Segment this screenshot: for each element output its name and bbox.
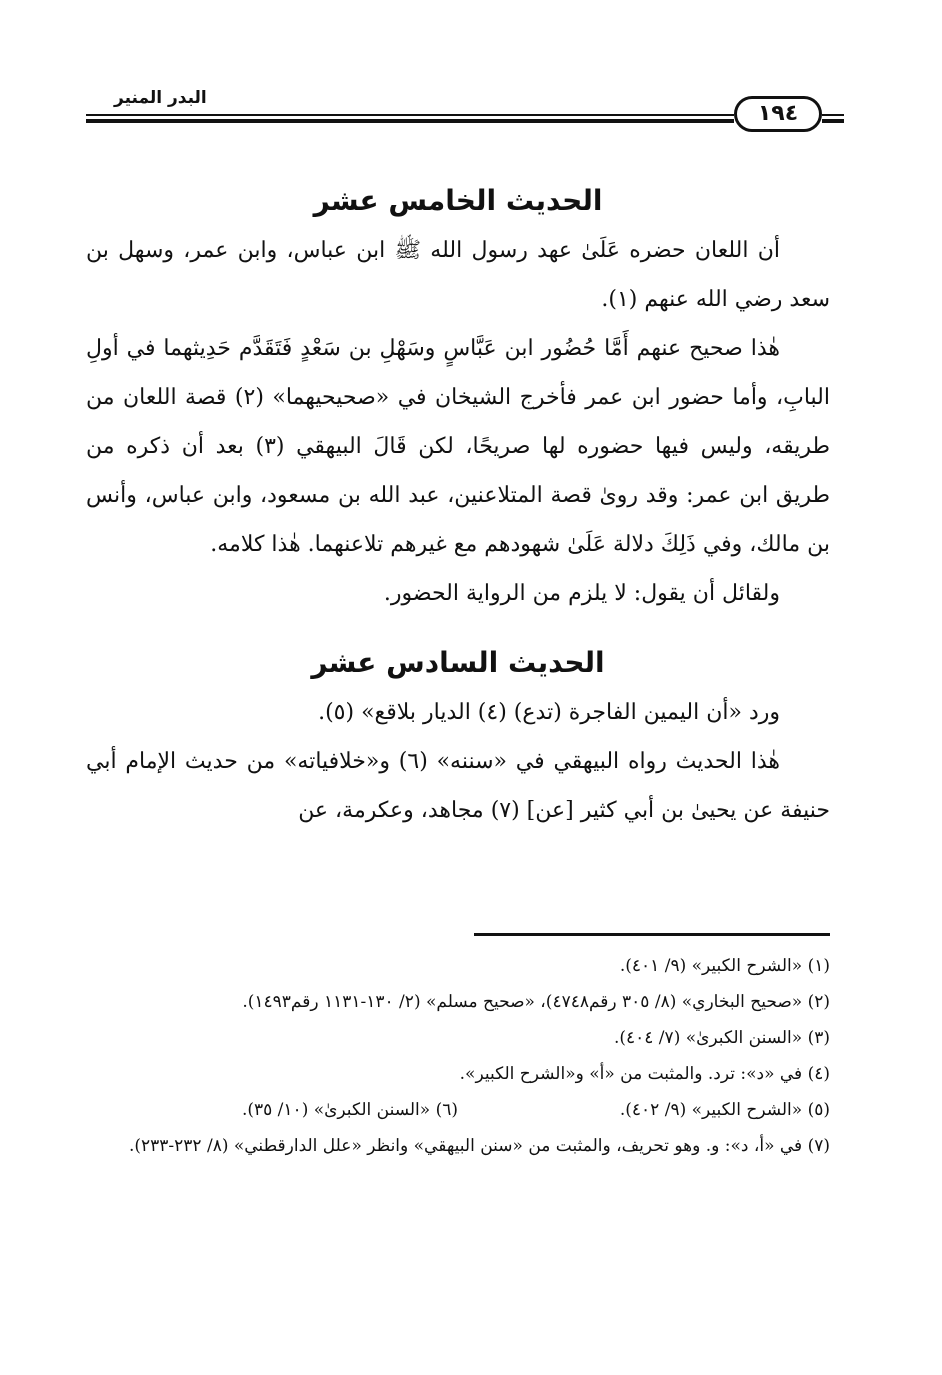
footnote-7: (٧) في «أ، د»: و. وهو تحريف، والمثبت من «سنن البيهقي» وانظر «علل الدارقطني» (٨/ ٢٣٢-٢٣٣). bbox=[128, 1136, 830, 1156]
footnote-2: (٢) «صحيح البخاري» (٨/ ٣٠٥ رقم٤٧٤٨)، «صحيح مسلم» (٢/ ١٣٠-١١٣١ رقم١٤٩٣). bbox=[242, 992, 830, 1012]
header-rule bbox=[86, 114, 734, 123]
main-text bbox=[86, 176, 830, 835]
hadith-15-commentary: هٰذا صحيح عنهم أَمَّا حُضُور ابن عَبَّاسٍ وسَهْلِ بن سَعْدٍ فَتَقَدَّم حَدِيثهما في أولِ البابِ، وأما حضور ابن عمر فأخرج الشيخان في «صحيحيهما» (٢) قصة اللعان من طريقه، وليس فيها حضوره لها صريحًا، لكن قَالَ البيهقي (٣) بعد أن ذكره من طريق ابن عمر: وقد روىٰ قصة المتلاعنين، عبد الله بن مسعود، وابن عباس، وأنس بن مالك، وفي ذَلِكَ دلالة عَلَىٰ شهودهم مع غيرهم تلاعنهما. هٰذا كلامه. bbox=[86, 336, 830, 557]
running-title: البدر المنير bbox=[114, 88, 207, 108]
footnote-separator bbox=[474, 933, 830, 936]
hadith-15-text: أن اللعان حضره عَلَىٰ عهد رسول الله ﷺ ابن عباس، وابن عمر، وسهل بن سعد رضي الله عنهم (١). bbox=[86, 238, 830, 312]
footnote-4: (٤) في «د»: ترد. والمثبت من «أ» و«الشرح الكبير». bbox=[459, 1064, 830, 1084]
hadith-16-text: ورد «أن اليمين الفاجرة (تدع) (٤) الديار بلاقع» (٥). bbox=[318, 700, 780, 725]
footnotes bbox=[86, 948, 830, 1164]
page-header bbox=[86, 88, 844, 138]
hadith-15-title: الحديث الخامس عشر bbox=[313, 184, 603, 217]
hadith-16-title: الحديث السادس عشر bbox=[311, 646, 605, 679]
footnote-3: (٣) «السنن الكبرىٰ» (٧/ ٤٠٤). bbox=[613, 1028, 830, 1048]
footnote-6: (٦) «السنن الكبرىٰ» (١٠/ ٣٥). bbox=[241, 1100, 458, 1120]
footnote-row-5-6 bbox=[86, 1092, 830, 1128]
hadith-16-commentary: هٰذا الحديث رواه البيهقي في «سننه» (٦) و«خلافياته» من حديث الإمام أبي حنيفة عن يحيىٰ بن أبي كثير [عن] (٧) مجاهد، وعكرمة، عن bbox=[86, 749, 830, 823]
footnote-1: (١) «الشرح الكبير» (٩/ ٤٠١). bbox=[619, 956, 830, 976]
page-number: ١٩٤ bbox=[734, 96, 822, 132]
footnote-5: (٥) «الشرح الكبير» (٩/ ٤٠٢). bbox=[619, 1100, 830, 1120]
header-rule-end bbox=[822, 114, 844, 123]
hadith-15-objection: ولقائل أن يقول: لا يلزم من الرواية الحضور. bbox=[383, 581, 780, 606]
